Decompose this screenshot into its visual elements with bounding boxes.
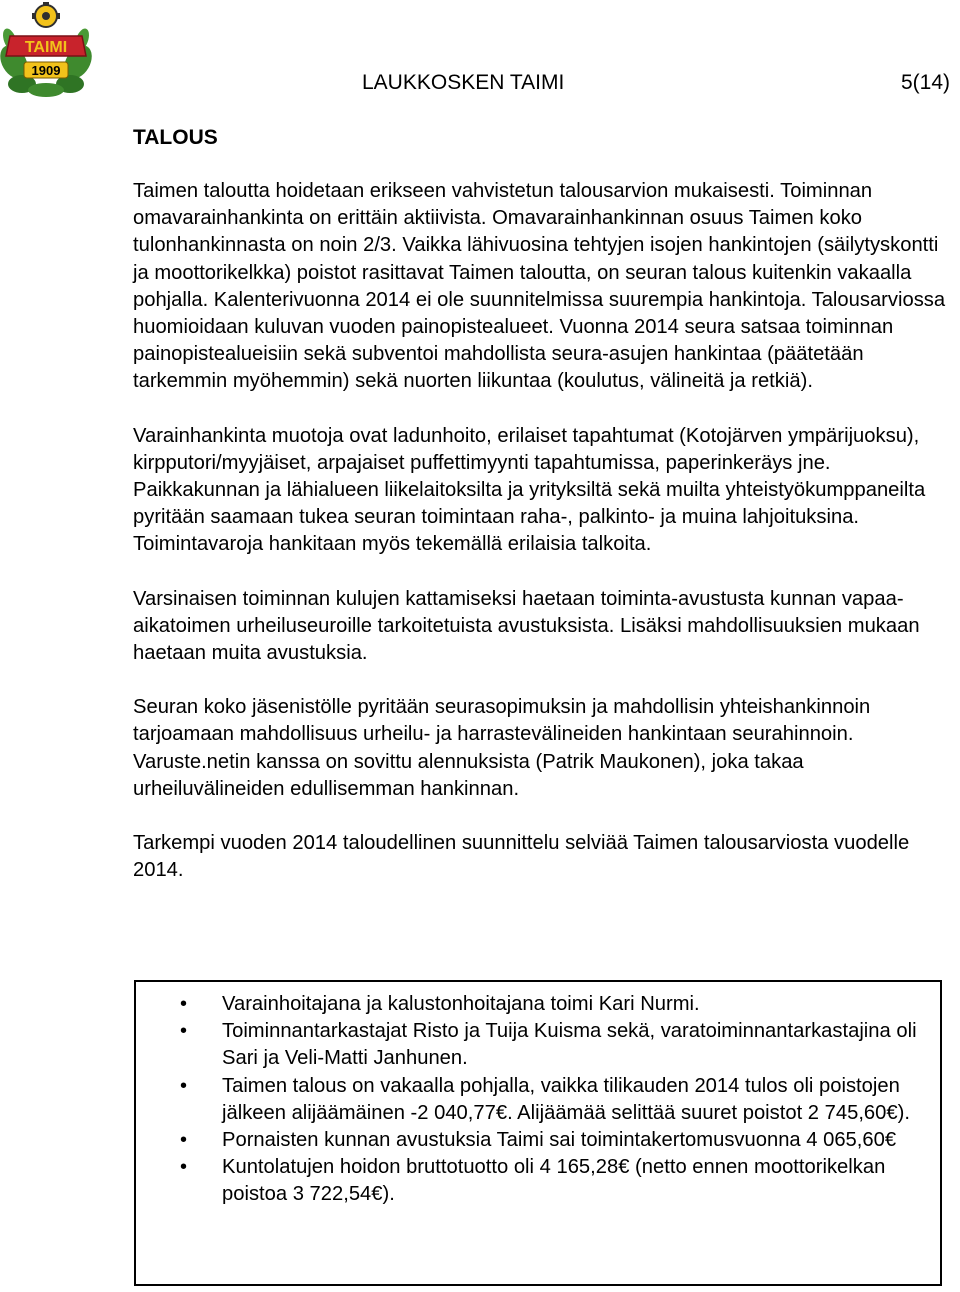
club-logo <box>0 0 92 98</box>
list-item-text: Kuntolatujen hoidon bruttotuotto oli 4 165,28€ (netto ennen moottorikelkan poistoa 3 722,54€). <box>222 1156 886 1206</box>
section-title: TALOUS <box>133 126 218 149</box>
bullet-icon: • <box>180 1129 188 1152</box>
bullet-icon: • <box>180 1156 188 1179</box>
paragraph-grants: Varsinaisen toiminnan kulujen kattamiseksi haetaan toiminta-avustusta kunnan vapaa-aikatoimen urheiluseuroille tarkoitetuista avustuksista. Lisäksi mahdollisuuksien mukaan haetaan muita avustuksia. <box>133 587 920 665</box>
paragraph-member-deals: Seuran koko jäsenistölle pyritään seurasopimuksin ja mahdollisin yhteishankinnoin tarjoamaan mahdollisuus urheilu- ja harrastevälineiden hankintaan seurahinnoin. Varuste.netin kanssa on sovittu alennuksista (Patrik Maukonen), joka takaa urheiluvälineiden edullisemman hankinnan. <box>133 696 871 800</box>
summary-list <box>136 982 940 1209</box>
list-item <box>136 1154 940 1208</box>
bullet-icon: • <box>180 1020 188 1043</box>
page-number: 5(14) <box>900 71 950 94</box>
list-item-text: Toiminnantarkastajat Risto ja Tuija Kuisma sekä, varatoiminnantarkastajina oli Sari ja Veli-Matti Janhunen. <box>222 1020 917 1070</box>
bullet-icon: • <box>180 993 188 1015</box>
paragraph-finance-overview: Taimen taloutta hoidetaan erikseen vahvistetun talousarvion mukaisesti. Toiminnan omavarainhankinta on erittäin aktiivista. Omavarainhankinnan osuus Taimen koko tulonhankinnasta on noin 2/3. Vaikka lähivuosina tehtyjen isojen hankintojen (säilytyskontti ja moottorikelkka) poistot rasittavat Taimen taloutta, on seuran talous kuitenkin vakaalla pohjalla. Kalenterivuonna 2014 ei ole suunnitelmissa suurempia hankintoja. Talousarviossa huomioidaan kuluvan vuoden painopistealueet. Vuonna 2014 seura satsaa toiminnan painopistealueisiin sekä subventoi mahdollista seura-asujen hankintaa (päätetään tarkemmin myöhemmin) sekä nuorten liikuntaa (koulutus, välineitä ja retkiä). <box>133 180 946 393</box>
logo-year: 1909 <box>31 63 61 78</box>
paragraph-budget-reference: Tarkempi vuoden 2014 taloudellinen suunnittelu selviää Taimen talousarviosta vuodelle 2014. <box>133 832 910 882</box>
club-name: LAUKKOSKEN TAIMI <box>362 71 565 94</box>
list-item-text: Taimen talous on vakaalla pohjalla, vaikka tilikauden 2014 tulos oli poistojen jälkeen alijäämäinen -2 040,77€. Alijäämää selittää suuret poistot 2 745,60€). <box>222 1074 910 1124</box>
list-item-text: Pornaisten kunnan avustuksia Taimi sai toimintakertomusvuonna 4 065,60€ <box>222 1129 897 1152</box>
list-item <box>136 1073 940 1127</box>
list-item-text: Varainhoitajana ja kalustonhoitajana toimi Kari Nurmi. <box>222 993 700 1015</box>
list-item <box>136 1018 940 1072</box>
bullet-icon: • <box>180 1074 188 1097</box>
paragraph-fundraising: Varainhankinta muotoja ovat ladunhoito, erilaiset tapahtumat (Kotojärven ympärijuoksu), kirpputori/myyjäiset, arpajaiset puffettimyynti tapahtumissa, paperinkeräys jne. Paikkakunnan ja lähialueen liikelaitoksilta ja yrityksiltä sekä muilta yhteistyökumppaneilta pyritään saamaan tukea seuran toimintaan raha-, palkinto- ja muina lahjoituksina. Toimintavaroja hankitaan myös tekemällä erilaisia talkoita. <box>133 424 926 556</box>
list-item <box>136 991 940 1018</box>
gear-crest-icon <box>32 2 60 27</box>
summary-box <box>134 980 942 1286</box>
body-text <box>133 178 955 911</box>
logo-text: TAIMI <box>24 39 68 56</box>
list-item <box>136 1127 940 1154</box>
